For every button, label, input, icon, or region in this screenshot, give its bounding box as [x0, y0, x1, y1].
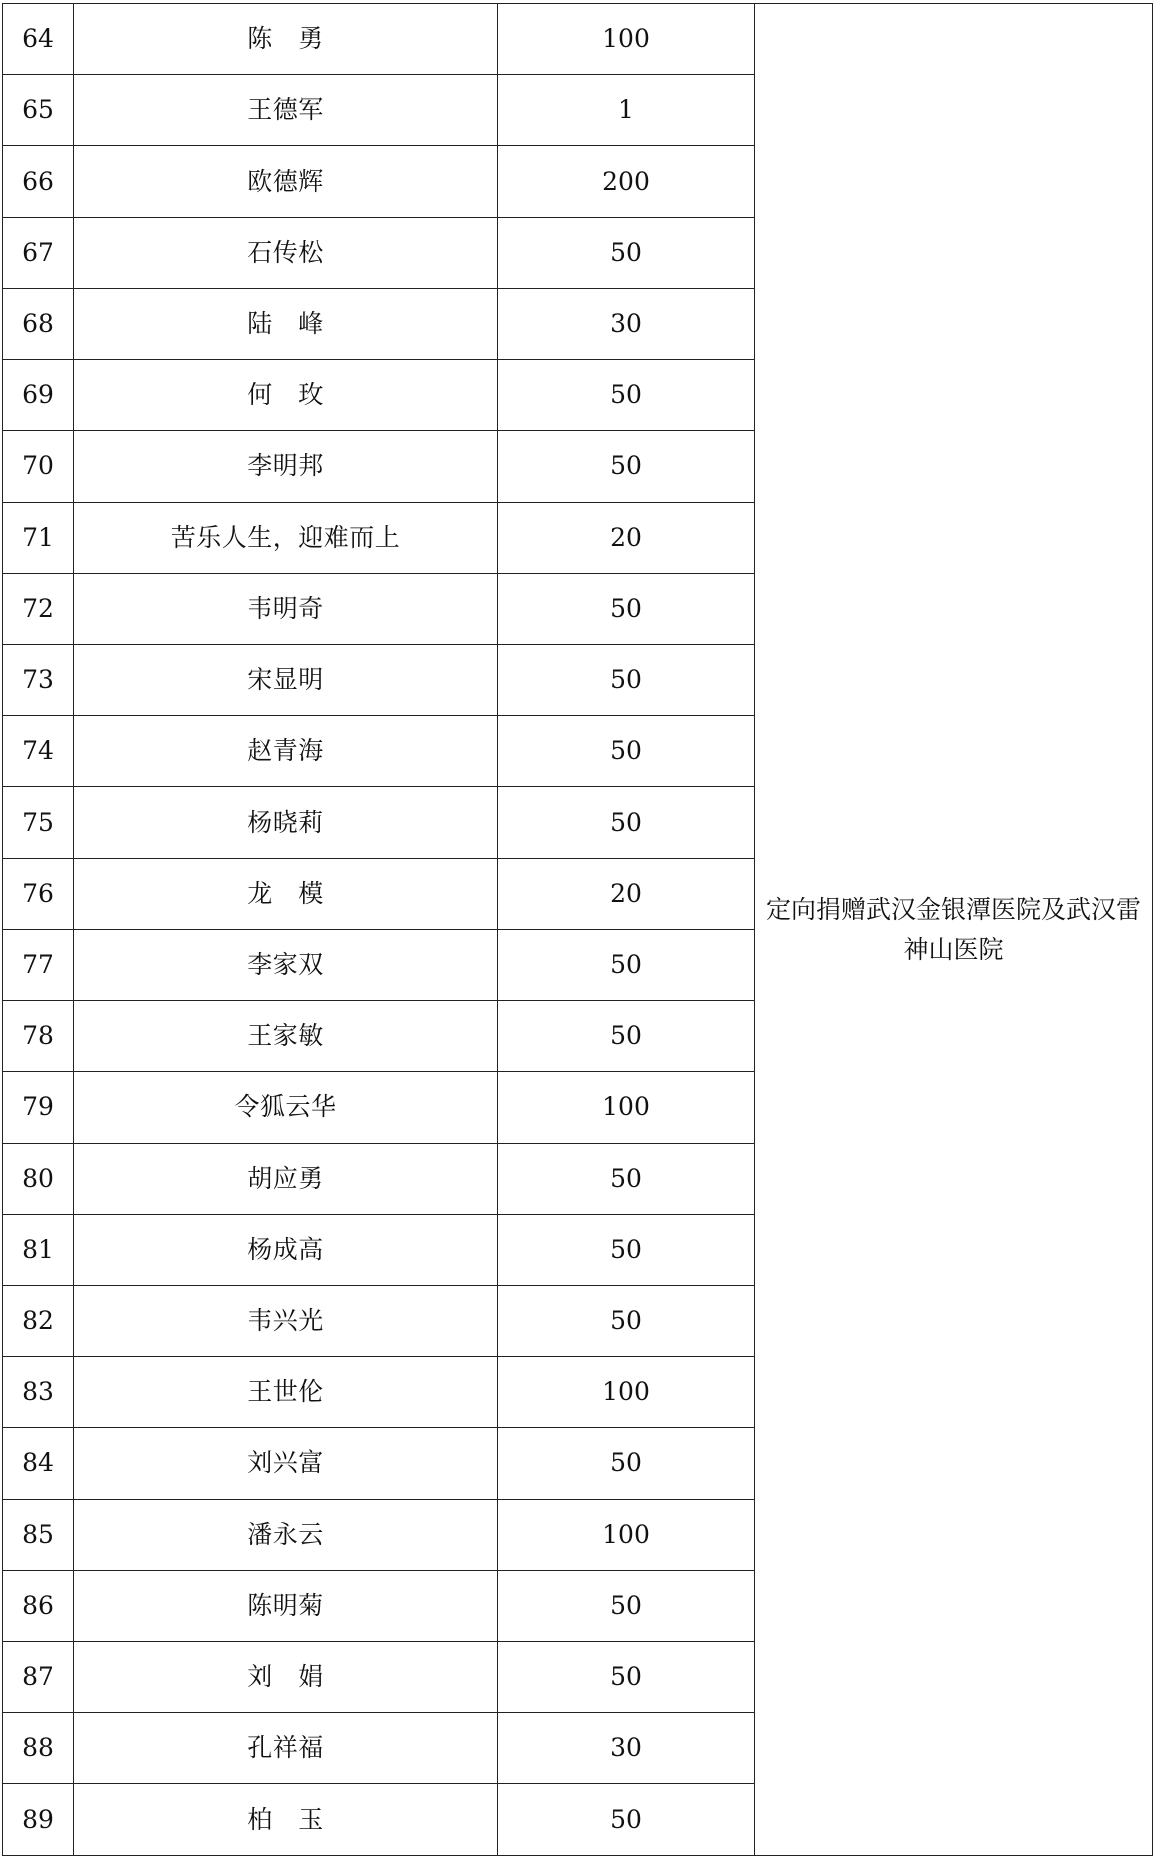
- row-number: 86: [3, 1570, 74, 1641]
- donation-amount: 50: [498, 1001, 755, 1072]
- row-number: 82: [3, 1285, 74, 1356]
- donor-name: 杨成高: [74, 1214, 498, 1285]
- donation-amount: 20: [498, 502, 755, 573]
- donation-amount: 50: [498, 1642, 755, 1713]
- donor-name: 陈明菊: [74, 1570, 498, 1641]
- donor-name: 柏 玉: [74, 1784, 498, 1856]
- row-number: 64: [3, 4, 74, 75]
- donation-amount: 50: [498, 644, 755, 715]
- donation-amount: 50: [498, 1428, 755, 1499]
- donation-amount: 100: [498, 4, 755, 75]
- donation-amount: 50: [498, 787, 755, 858]
- donor-name: 胡应勇: [74, 1143, 498, 1214]
- donation-amount: 50: [498, 716, 755, 787]
- row-number: 68: [3, 288, 74, 359]
- donation-amount: 100: [498, 1357, 755, 1428]
- row-number: 78: [3, 1001, 74, 1072]
- row-number: 75: [3, 787, 74, 858]
- donation-amount: 30: [498, 288, 755, 359]
- donation-amount: 50: [498, 929, 755, 1000]
- table-body: [3, 4, 1153, 1856]
- donation-amount: 200: [498, 146, 755, 217]
- donation-amount: 50: [498, 1570, 755, 1641]
- donation-amount: 50: [498, 573, 755, 644]
- donor-name: 王世伦: [74, 1357, 498, 1428]
- row-number: 87: [3, 1642, 74, 1713]
- donation-amount: 30: [498, 1713, 755, 1784]
- row-number: 76: [3, 858, 74, 929]
- row-number: 71: [3, 502, 74, 573]
- row-number: 80: [3, 1143, 74, 1214]
- donor-name: 潘永云: [74, 1499, 498, 1570]
- row-number: 84: [3, 1428, 74, 1499]
- donor-name: 陈 勇: [74, 4, 498, 75]
- row-number: 83: [3, 1357, 74, 1428]
- donor-name: 孔祥福: [74, 1713, 498, 1784]
- donor-name: 龙 模: [74, 858, 498, 929]
- row-number: 79: [3, 1072, 74, 1143]
- row-number: 67: [3, 217, 74, 288]
- donor-name: 王家敏: [74, 1001, 498, 1072]
- row-number: 65: [3, 75, 74, 146]
- row-number: 66: [3, 146, 74, 217]
- donation-note: 定向捐赠武汉金银潭医院及武汉雷神山医院: [755, 4, 1153, 1856]
- donation-amount: 50: [498, 1143, 755, 1214]
- donor-name: 赵青海: [74, 716, 498, 787]
- donor-name: 李家双: [74, 929, 498, 1000]
- row-number: 69: [3, 360, 74, 431]
- donation-amount: 50: [498, 431, 755, 502]
- donor-name: 杨晓莉: [74, 787, 498, 858]
- donor-name: 李明邦: [74, 431, 498, 502]
- row-number: 72: [3, 573, 74, 644]
- donor-name: 欧德辉: [74, 146, 498, 217]
- row-number: 73: [3, 644, 74, 715]
- donation-amount: 50: [498, 1214, 755, 1285]
- donor-name: 石传松: [74, 217, 498, 288]
- table-row: [3, 4, 1153, 75]
- row-number: 70: [3, 431, 74, 502]
- donor-name: 令狐云华: [74, 1072, 498, 1143]
- row-number: 85: [3, 1499, 74, 1570]
- donor-name: 苦乐人生，迎难而上: [74, 502, 498, 573]
- row-number: 77: [3, 929, 74, 1000]
- donor-name: 刘 娟: [74, 1642, 498, 1713]
- donation-amount: 50: [498, 217, 755, 288]
- donor-name: 宋显明: [74, 644, 498, 715]
- donor-name: 刘兴富: [74, 1428, 498, 1499]
- donation-amount: 50: [498, 1784, 755, 1856]
- row-number: 81: [3, 1214, 74, 1285]
- row-number: 89: [3, 1784, 74, 1856]
- donor-name: 韦明奇: [74, 573, 498, 644]
- donation-amount: 20: [498, 858, 755, 929]
- donation-amount: 50: [498, 360, 755, 431]
- donation-amount: 100: [498, 1072, 755, 1143]
- row-number: 74: [3, 716, 74, 787]
- row-number: 88: [3, 1713, 74, 1784]
- donation-amount: 1: [498, 75, 755, 146]
- donor-name: 陆 峰: [74, 288, 498, 359]
- donor-name: 王德军: [74, 75, 498, 146]
- donor-name: 韦兴光: [74, 1285, 498, 1356]
- donation-table: [2, 3, 1153, 1856]
- donation-amount: 50: [498, 1285, 755, 1356]
- donor-name: 何 玫: [74, 360, 498, 431]
- donation-amount: 100: [498, 1499, 755, 1570]
